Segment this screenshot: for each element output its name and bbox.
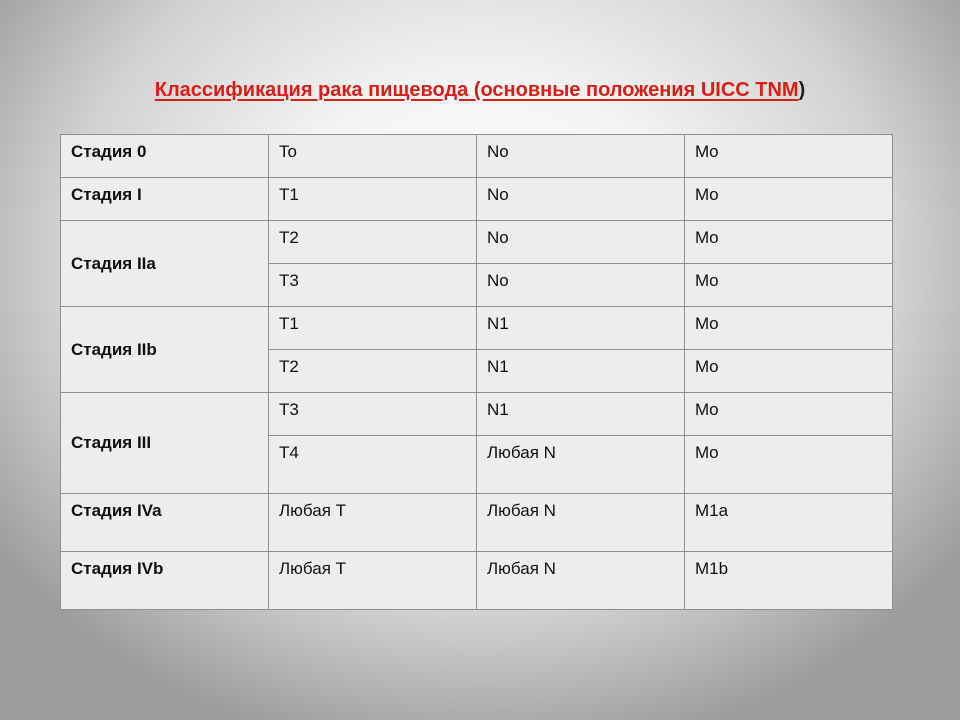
n-cell: No — [477, 221, 685, 264]
n-cell: Любая N — [477, 494, 685, 552]
t-cell: Любая T — [269, 552, 477, 610]
slide-title-text: Классификация рака пищевода (основные положения UICC TNM — [154, 79, 799, 101]
n-cell: N1 — [477, 393, 685, 436]
m-cell: Mo — [685, 393, 893, 436]
tnm-classification-table — [60, 134, 893, 610]
stage-cell: Стадия III — [61, 393, 269, 494]
table-row — [61, 135, 893, 178]
m-cell: Mo — [685, 221, 893, 264]
n-cell: N1 — [477, 350, 685, 393]
table-row — [61, 221, 893, 264]
m-cell: Mo — [685, 135, 893, 178]
t-cell: T2 — [269, 350, 477, 393]
table-row — [61, 494, 893, 552]
n-cell: N1 — [477, 307, 685, 350]
t-cell: T1 — [269, 178, 477, 221]
table-row — [61, 178, 893, 221]
table-row — [61, 552, 893, 610]
stage-cell: Стадия IIb — [61, 307, 269, 393]
m-cell: M1a — [685, 494, 893, 552]
n-cell: No — [477, 264, 685, 307]
m-cell: Mo — [685, 436, 893, 494]
stage-cell: Стадия IVa — [61, 494, 269, 552]
t-cell: T3 — [269, 264, 477, 307]
table-row — [61, 393, 893, 436]
m-cell: Mo — [685, 307, 893, 350]
n-cell: Любая N — [477, 552, 685, 610]
t-cell: T3 — [269, 393, 477, 436]
n-cell: No — [477, 178, 685, 221]
m-cell: Mo — [685, 264, 893, 307]
table-row — [61, 307, 893, 350]
t-cell: Любая T — [269, 494, 477, 552]
stage-cell: Стадия I — [61, 178, 269, 221]
t-cell: T2 — [269, 221, 477, 264]
t-cell: T4 — [269, 436, 477, 494]
stage-cell: Стадия 0 — [61, 135, 269, 178]
t-cell: T1 — [269, 307, 477, 350]
m-cell: Mo — [685, 350, 893, 393]
slide-title — [0, 79, 960, 102]
n-cell: No — [477, 135, 685, 178]
stage-cell: Стадия IVb — [61, 552, 269, 610]
t-cell: To — [269, 135, 477, 178]
m-cell: M1b — [685, 552, 893, 610]
slide-title-close-paren: ) — [798, 79, 806, 101]
n-cell: Любая N — [477, 436, 685, 494]
m-cell: Mo — [685, 178, 893, 221]
stage-cell: Стадия IIa — [61, 221, 269, 307]
